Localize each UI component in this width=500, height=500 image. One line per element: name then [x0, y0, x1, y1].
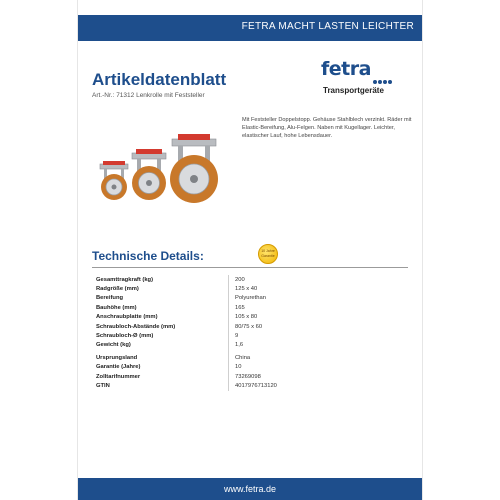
table-row [92, 275, 408, 284]
page-title: Artikeldatenblatt [92, 70, 227, 89]
spec-value: 10 [229, 363, 409, 372]
section-divider [92, 267, 408, 268]
spec-label: Garantie (Jahre) [96, 364, 141, 371]
fetra-logo [321, 58, 411, 102]
product-description: Mit Feststeller Doppelstopp. Gehäuse Stahlblech verzinkt. Räder mit Elastic-Bereifung, Alu-Felgen. Naben mit Kugellager. Leichter, elastischer Lauf, hohe Lebensdauer. [242, 117, 412, 139]
spec-value: 9 [229, 331, 409, 340]
spec-value: 73269098 [229, 372, 409, 381]
table-row [92, 381, 408, 390]
table-row [92, 294, 408, 303]
table-row [92, 322, 408, 331]
table-row [92, 341, 408, 350]
spec-label: GTIN [96, 382, 110, 389]
spec-label: Schraubloch-Abstände (mm) [96, 323, 176, 330]
section-title: Technische Details: [92, 249, 204, 263]
footer-website-link[interactable]: www.fetra.de [223, 484, 277, 494]
product-photo [92, 117, 232, 211]
spec-label: Schraubloch-Ø (mm) [96, 333, 154, 340]
table-row [92, 363, 408, 372]
caster-small-image [100, 161, 128, 200]
table-row [92, 284, 408, 293]
logo-wordmark: fetra [321, 58, 371, 80]
spec-label: Anschraubplatte (mm) [96, 314, 158, 321]
spec-label: Bereifung [96, 295, 124, 302]
warranty-badge-text: 10 Jahre Garantie [261, 249, 275, 258]
header-slogan: FETRA MACHT LASTEN LEICHTER [241, 21, 414, 32]
warranty-badge-icon [258, 244, 278, 264]
spec-value: China [229, 353, 409, 362]
table-row [92, 313, 408, 322]
spec-label: Ursprungsland [96, 354, 138, 361]
logo-tagline: Transportgeräte [323, 86, 384, 95]
spec-value: 165 [229, 303, 409, 312]
spec-label: Gesamttragkraft (kg) [96, 276, 154, 283]
caster-large-image [170, 134, 218, 203]
spec-label: Bauhöhe (mm) [96, 304, 137, 311]
spec-value: 105 x 80 [229, 313, 409, 322]
article-number: Art.-Nr.: 71312 Lenkrolle mit Feststeller [92, 92, 205, 99]
specs-table [92, 275, 408, 391]
spec-value: 125 x 40 [229, 284, 409, 293]
datasheet-page [78, 0, 422, 500]
footer-bar [78, 478, 422, 500]
table-row [92, 353, 408, 362]
table-row [92, 303, 408, 312]
caster-medium-image [132, 149, 166, 200]
spec-value: 1,6 [229, 341, 409, 350]
spec-label: Zolltarifnummer [96, 373, 141, 380]
table-row [92, 331, 408, 340]
spec-value: 4017976713120 [229, 381, 409, 390]
header-bar [78, 15, 422, 41]
spec-label: Radgröße (mm) [96, 286, 139, 293]
spec-value: 80/75 x 60 [229, 322, 409, 331]
spec-value: Polyurethan [229, 294, 409, 303]
table-row [92, 372, 408, 381]
spec-value: 200 [229, 275, 409, 284]
spec-label: Gewicht (kg) [96, 342, 131, 349]
